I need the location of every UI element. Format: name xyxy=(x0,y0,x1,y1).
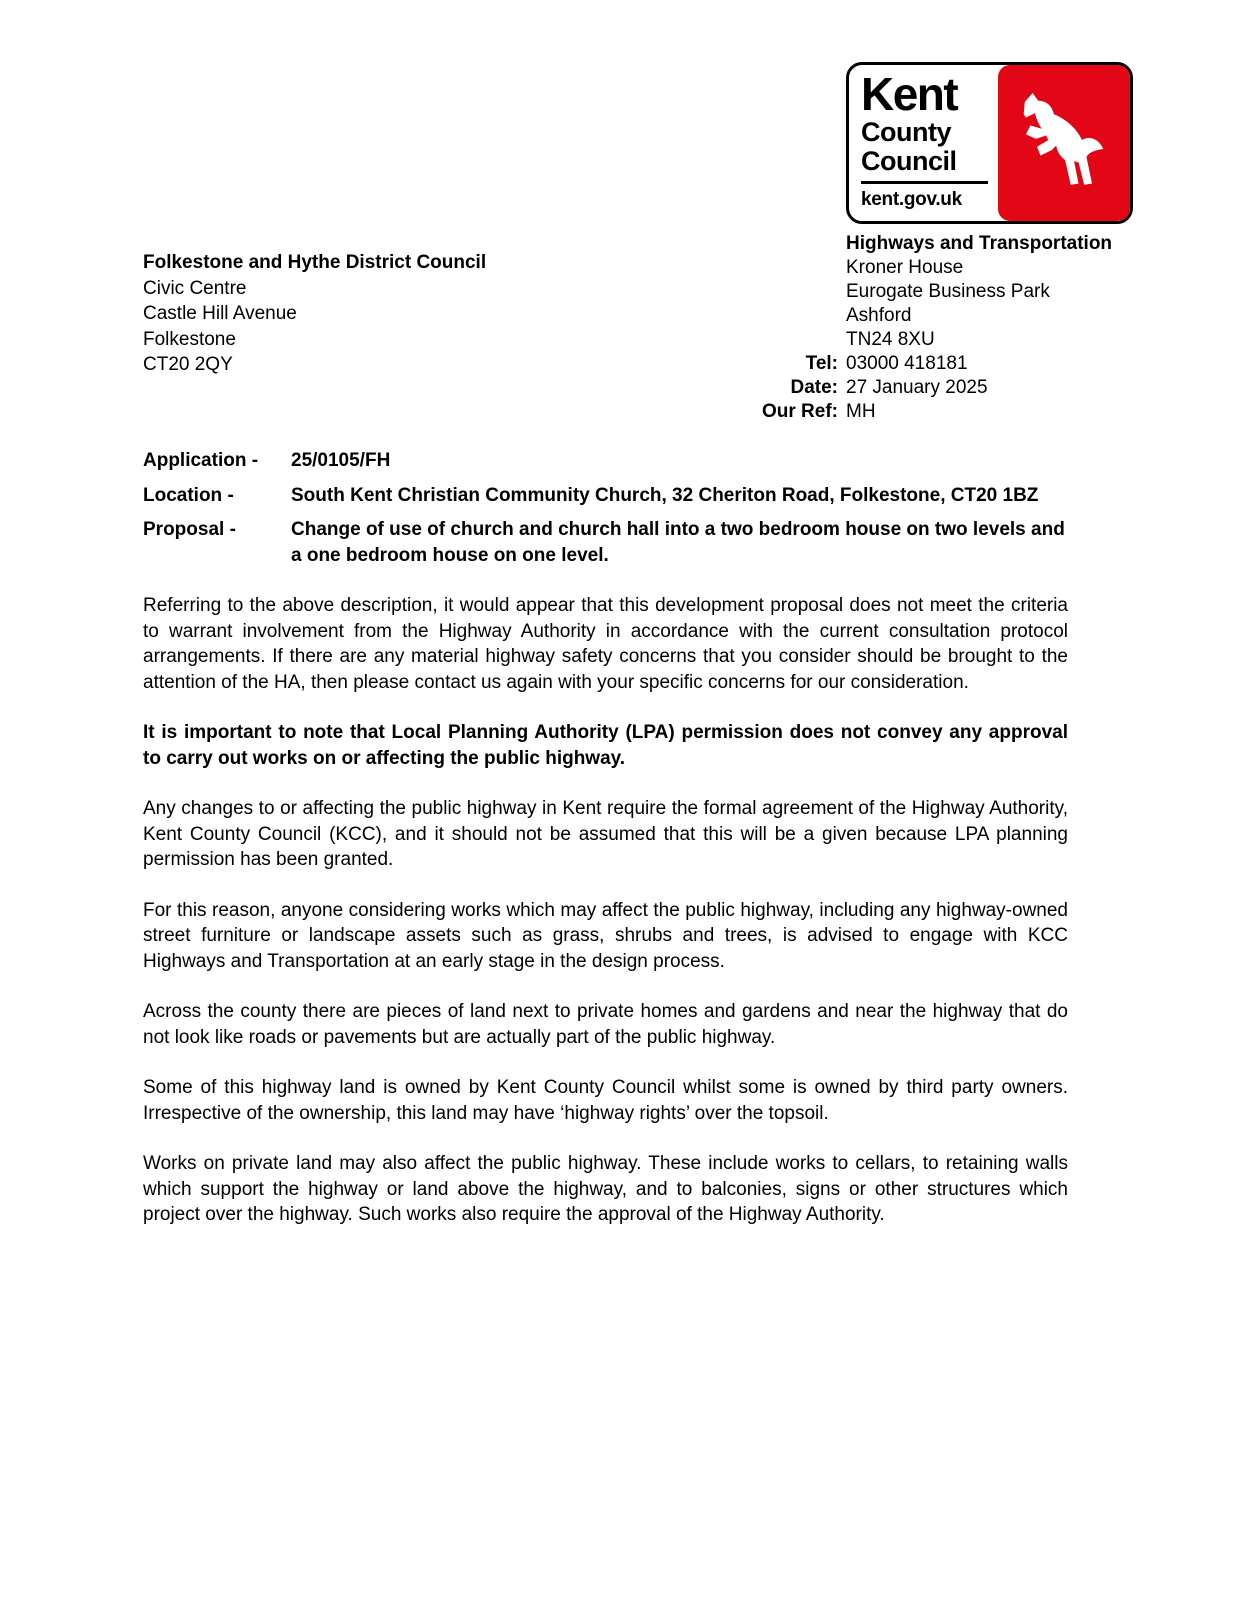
recipient-address-line: Civic Centre xyxy=(143,277,247,299)
body-paragraph: Works on private land may also affect the public highway. These include works to cellars, to retaining walls which support the highway or land above the highway, and to balconies, signs or other structures which project over the highway. Such works also require the approval of the Highway Authority. xyxy=(143,1153,1068,1225)
body-paragraph: Across the county there are pieces of land next to private homes and gardens and near the highway that do not look like roads or pavements but are actually part of the public highway. xyxy=(143,1001,1068,1048)
kcc-logo xyxy=(846,62,1133,224)
our-ref-label: Our Ref: xyxy=(762,401,838,422)
recipient-address xyxy=(143,250,486,378)
sender-address-line: Kroner House xyxy=(846,257,964,278)
application-number: 25/0105/FH xyxy=(291,450,391,471)
application-details xyxy=(143,448,1068,568)
sender-address-line: TN24 8XU xyxy=(846,329,935,350)
logo-council-text: Council xyxy=(861,146,957,177)
recipient-address-line: CT20 2QY xyxy=(143,354,233,375)
letter-body xyxy=(143,593,1068,1228)
our-ref-row xyxy=(743,400,1133,424)
date-row xyxy=(743,376,1133,400)
logo-county-text: County xyxy=(861,116,951,147)
letterhead xyxy=(143,62,1133,424)
tel-label: Tel: xyxy=(805,353,838,374)
kcc-logo-text xyxy=(849,65,998,221)
body-paragraph: Some of this highway land is owned by Kent County Council whilst some is owned by third party owners. Irrespective of the ownership, this land may have ‘highway rights’ over the topsoil. xyxy=(143,1077,1068,1124)
body-paragraph: For this reason, anyone considering works which may affect the public highway, including any highway-owned street furniture or landscape assets such as grass, shrubs and trees, is advised to engage with KCC Highways and Transportation at an early stage in the design process. xyxy=(143,899,1068,972)
recipient-address-line: Castle Hill Avenue xyxy=(143,303,297,324)
our-ref-value: MH xyxy=(846,401,876,422)
proposal-label: Proposal - xyxy=(143,519,236,540)
body-paragraph: Referring to the above description, it would appear that this development proposal does not meet the criteria to warrant involvement from the Highway Authority in accordance with the current consultation protocol arrangements. If there are any material highway safety concerns that you consider should be brought to the attention of the HA, then please contact us again with your specific concerns for our consideration. xyxy=(143,595,1068,693)
tel-row xyxy=(743,352,1133,376)
proposal-value: Change of use of church and church hall into a two bedroom house on two levels and a one bedroom house on one level. xyxy=(291,519,1065,566)
logo-kent-text: Kent xyxy=(861,68,958,120)
body-paragraph: Any changes to or affecting the public highway in Kent require the formal agreement of the Highway Authority, Kent County Council (KCC), and it should not be assumed that this will be a given because LPA planning permission has been granted. xyxy=(143,798,1068,870)
logo-divider xyxy=(861,181,988,184)
application-label: Application - xyxy=(143,450,259,471)
location-value: South Kent Christian Community Church, 32 Cheriton Road, Folkestone, CT20 1BZ xyxy=(291,484,1039,506)
sender-column xyxy=(743,62,1133,424)
logo-red-panel xyxy=(998,65,1130,221)
logo-website-text: kent.gov.uk xyxy=(861,189,962,211)
date-label: Date: xyxy=(790,377,838,398)
recipient-name: Folkestone and Hythe District Council xyxy=(143,252,487,273)
body-paragraph-important: It is important to note that Local Planning Authority (LPA) permission does not convey any approval to carry out works on or affecting the public highway. xyxy=(143,722,1068,769)
sender-address-line: Eurogate Business Park xyxy=(846,281,1050,302)
invicta-horse-icon xyxy=(1008,79,1120,208)
tel-value: 03000 418181 xyxy=(846,353,968,374)
sender-address-line: Ashford xyxy=(846,305,912,326)
date-value: 27 January 2025 xyxy=(846,377,988,398)
sender-address xyxy=(743,232,1133,424)
sender-department: Highways and Transportation xyxy=(846,233,1113,254)
location-label: Location - xyxy=(143,484,234,506)
recipient-address-line: Folkestone xyxy=(143,328,236,350)
